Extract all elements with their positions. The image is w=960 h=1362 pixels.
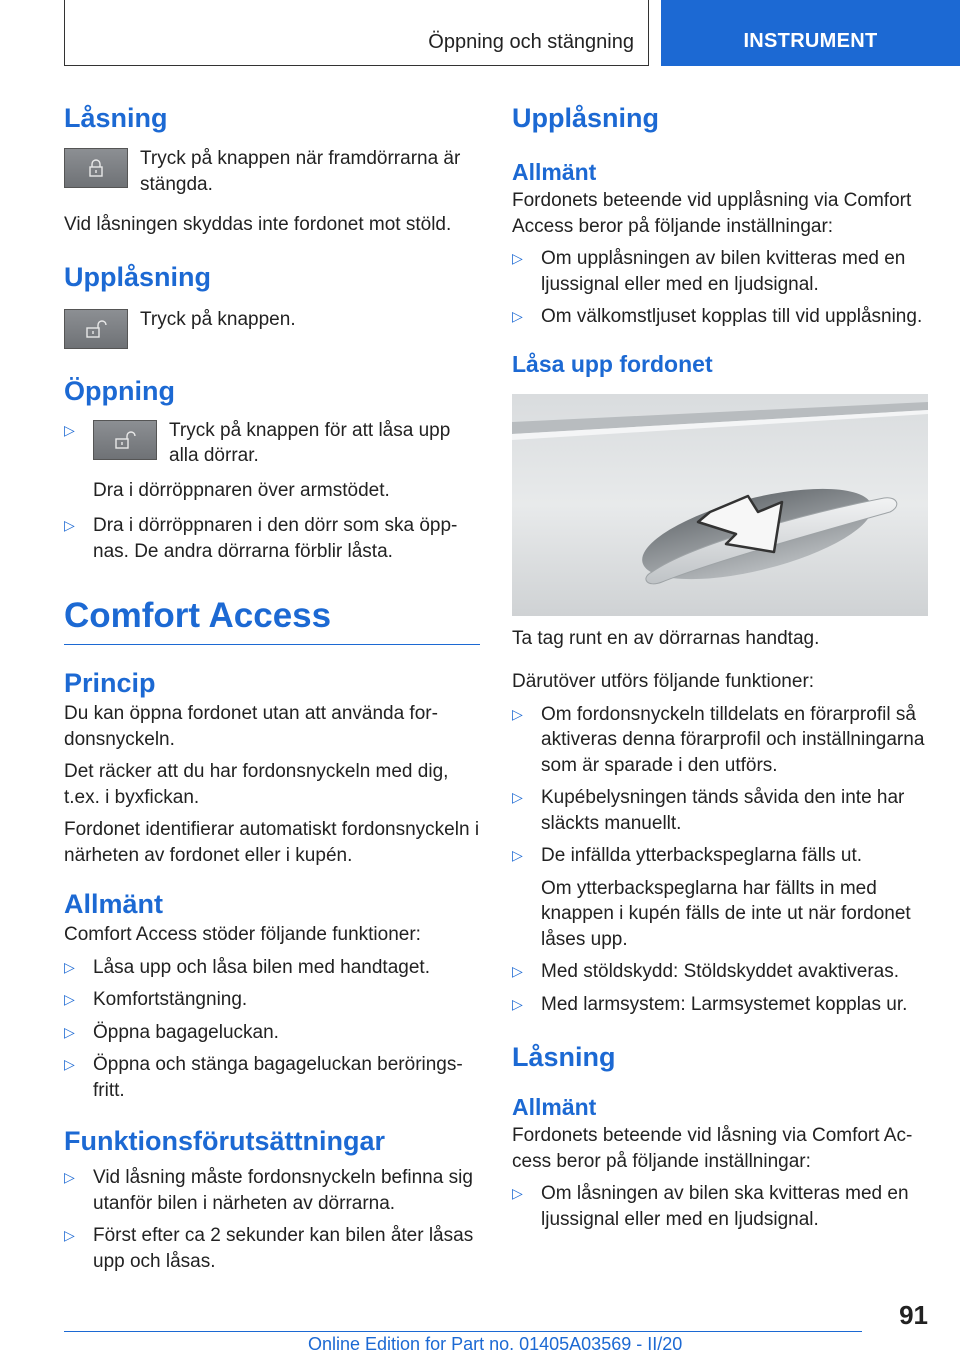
list-item [64, 1052, 480, 1103]
list-item [64, 955, 480, 981]
bullet-arrow-icon: ▷ [512, 789, 523, 805]
allmant-list [512, 246, 928, 330]
list-item [512, 959, 928, 985]
bullet-arrow-icon: ▷ [64, 421, 75, 438]
unlock-all-row [93, 418, 480, 469]
list-item [512, 1181, 928, 1232]
heading-upplasning: Upplåsning [64, 261, 211, 292]
left-column [64, 100, 480, 1274]
list-item-text: Öppna och stänga bagageluckan berörings-fritt. [93, 1054, 463, 1101]
bullet-arrow-icon: ▷ [64, 958, 75, 975]
lock-icon [86, 158, 106, 178]
bullet-arrow-icon: ▷ [512, 250, 523, 266]
list-item-text: Komfortstängning. [93, 989, 248, 1010]
bullet-arrow-icon: ▷ [64, 1023, 75, 1040]
unlock-button-image [64, 309, 128, 349]
header-section-title: Öppning och stängning [428, 31, 634, 53]
list-item-text: Om upplåsningen av bilen kvitteras med en ljussignal eller med en ljudsignal. [541, 248, 906, 295]
heading-allmant: Allmänt [64, 889, 164, 919]
oppning-list [64, 418, 480, 565]
bullet-arrow-icon: ▷ [64, 1169, 75, 1185]
heading-comfort-access: Comfort Access [64, 593, 480, 645]
lock-button-row [64, 146, 480, 197]
list-item-text: Om låsningen av bilen ska kvitteras med en ljussignal eller med en ljudsignal. [541, 1183, 909, 1230]
princip-paragraph: Fordonet identifierar automatiskt fordonsnyckeln i närheten av fordonet eller i kupén. [64, 819, 480, 866]
heading-lasning: Låsning [512, 1042, 616, 1072]
header-section-box [64, 0, 649, 66]
list-item-text: Med larmsystem: Larmsystemet kopplas ur. [541, 993, 908, 1015]
bullet-arrow-icon: ▷ [512, 995, 523, 1012]
bullet-arrow-icon: ▷ [64, 1227, 75, 1243]
funk-list [64, 1165, 480, 1274]
list-item [512, 304, 928, 330]
header-chapter-label: INSTRUMENT [743, 30, 878, 52]
list-item-text: Vid låsning måste fordonsnyckeln befinna sig utanför bilen i närheten av dörrarna. [93, 1167, 473, 1214]
lasning-intro: Fordonets beteende vid låsning via Comfort Ac-cess beror på följande inställningar: [512, 1125, 913, 1172]
page-number: 91 [899, 1300, 928, 1330]
heading-lasning-allmant: Allmänt [512, 1094, 597, 1120]
list-item-text: Med stöldskydd: Stöldskyddet avaktiveras. [541, 961, 900, 982]
list-item-text: De infällda ytterbackspeglarna fälls ut. [541, 845, 863, 866]
heading-funktionsforutsattningar: Funktionsförutsättningar [64, 1126, 385, 1156]
heading-princip: Princip [64, 668, 156, 698]
bullet-arrow-icon: ▷ [512, 963, 523, 979]
list-item [64, 418, 480, 504]
functions-list [512, 702, 928, 1018]
bullet-arrow-icon: ▷ [64, 991, 75, 1007]
bullet-arrow-icon: ▷ [512, 705, 523, 722]
heading-oppning: Öppning [64, 375, 175, 406]
list-item-subtext: Dra i dörröppnaren över armstödet. [93, 479, 390, 501]
list-item-text: Dra i dörröppnaren i den dörr som ska öpp-nas. De andra dörrarna förblir låsta. [93, 515, 458, 562]
footer-divider [64, 1331, 862, 1332]
lock-button-image [64, 148, 128, 188]
bullet-arrow-icon: ▷ [512, 308, 523, 324]
unlock-button-text: Tryck på knappen. [140, 308, 296, 330]
list-item [64, 1020, 480, 1046]
list-item [64, 987, 480, 1013]
functions-intro: Därutöver utförs följande funktioner: [512, 671, 815, 692]
list-item [512, 246, 928, 297]
door-handle-photo [512, 394, 928, 616]
bullet-arrow-icon: ▷ [64, 1056, 75, 1072]
list-item-subtext: Om ytterbackspeglarna har fällts in med knappen i kupén fälls de inte ut när fordonet låses upp. [541, 877, 911, 950]
bullet-arrow-icon: ▷ [512, 1185, 523, 1201]
list-item-text: Tryck på knappen för att låsa upp alla dörrar. [169, 419, 451, 466]
right-column [512, 100, 928, 1232]
list-item-text: Först efter ca 2 sekunder kan bilen åter låsas upp och låsas. [93, 1225, 474, 1272]
list-item [64, 1223, 480, 1274]
list-item-text: Låsa upp och låsa bilen med handtaget. [93, 956, 430, 978]
list-item-text: Om fordonsnyckeln tilldelats en förarprofil så aktiveras denna förarprofil och inställningarna som är sparade i den utförs. [541, 703, 925, 776]
lasning-note: Vid låsningen skyddas inte fordonet mot stöld. [64, 214, 452, 235]
bullet-arrow-icon: ▷ [64, 517, 75, 533]
list-item-text: Kupébelysningen tänds såvida den inte har släckts manuellt. [541, 787, 905, 834]
allmant-intro: Fordonets beteende vid upplåsning via Comfort Access beror på följande inställningar: [512, 190, 912, 237]
photo-caption: Ta tag runt en av dörrarnas handtag. [512, 627, 820, 649]
unlock-icon [113, 430, 137, 450]
lock-button-text: Tryck på knappen när framdörrarna är stängda. [140, 148, 461, 195]
princip-paragraph: Du kan öppna fordonet utan att använda for-donsnyckeln. [64, 703, 438, 750]
heading-allmant: Allmänt [512, 159, 597, 185]
unlock-button-row [64, 307, 480, 349]
bullet-arrow-icon: ▷ [512, 847, 523, 863]
list-item [64, 513, 480, 564]
list-item [512, 785, 928, 836]
list-item [512, 992, 928, 1018]
door-handle-illustration [512, 394, 928, 616]
unlock-button-image [93, 420, 157, 460]
list-item-text: Öppna bagageluckan. [93, 1021, 279, 1043]
unlock-icon [84, 319, 108, 339]
allmant-list [64, 955, 480, 1104]
heading-lasa-upp-fordonet: Låsa upp fordonet [512, 350, 713, 377]
list-item [512, 843, 928, 952]
list-item-text: Om välkomstljuset kopplas till vid upplåsning. [541, 306, 923, 327]
list-item [64, 1165, 480, 1216]
heading-lasning: Låsning [64, 103, 168, 133]
allmant-intro: Comfort Access stöder följande funktioner: [64, 924, 421, 945]
heading-upplasning: Upplåsning [512, 103, 659, 133]
list-item [512, 702, 928, 779]
header-chapter-tab[interactable] [661, 0, 960, 66]
footer-edition-text: Online Edition for Part no. 01405A03569 - II/20 [308, 1334, 683, 1354]
lasning-list [512, 1181, 928, 1232]
princip-paragraph: Det räcker att du har fordonsnyckeln med dig, t.ex. i byxfickan. [64, 761, 449, 808]
